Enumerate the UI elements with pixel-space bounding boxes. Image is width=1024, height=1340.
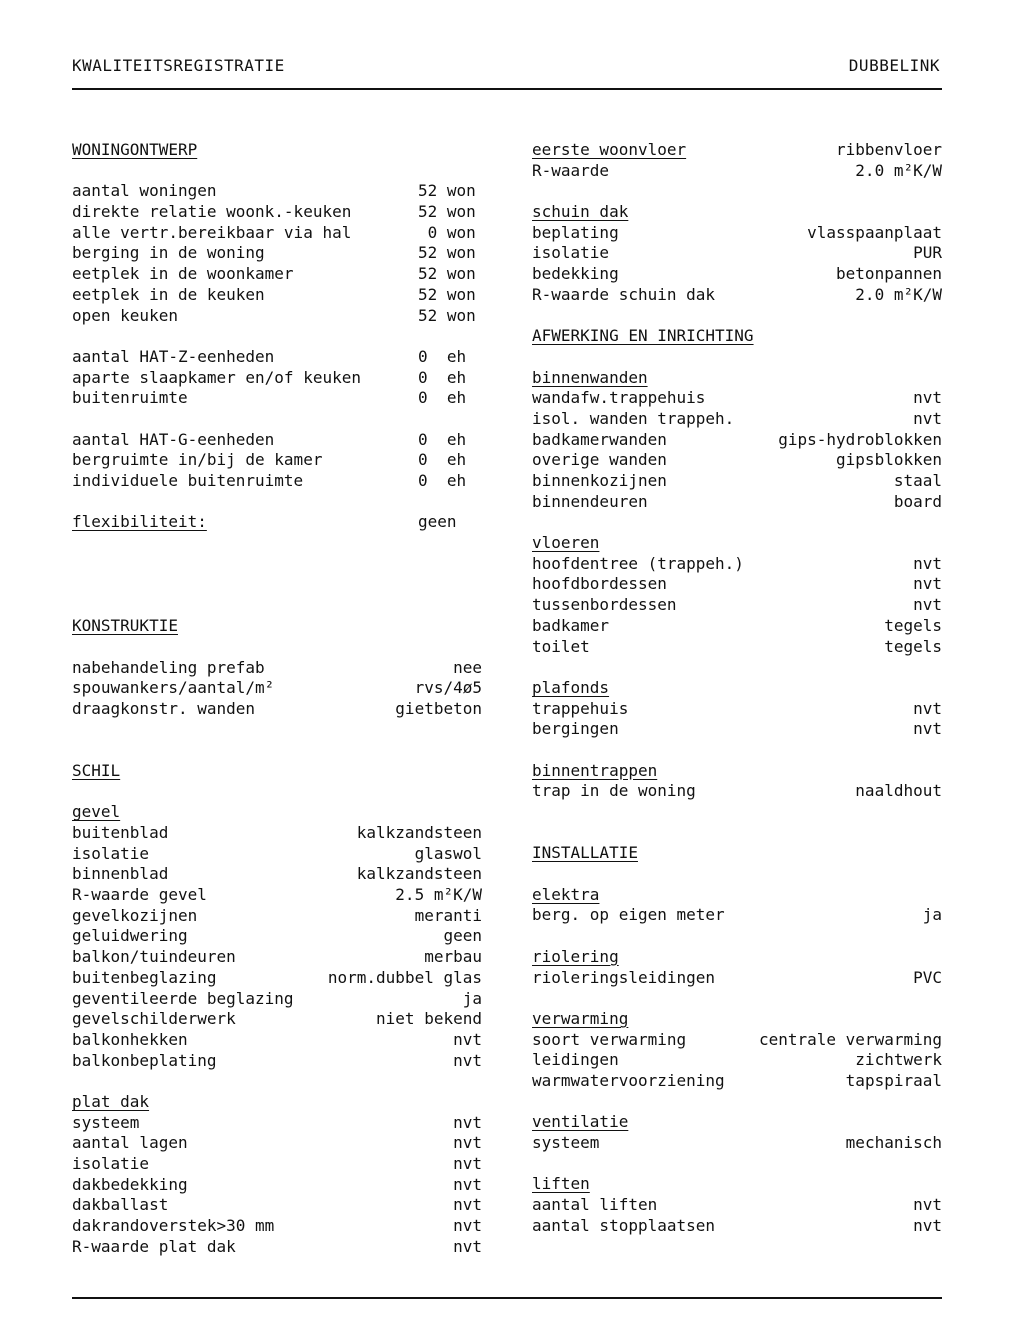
spec-row — [72, 450, 482, 471]
spec-row — [72, 1154, 482, 1175]
spec-label: wandafw.trappehuis — [532, 388, 706, 408]
spec-label: isolatie — [72, 843, 150, 863]
spec-value: nvt — [913, 408, 942, 428]
spec-label: tussenbordessen — [532, 595, 677, 615]
spec-label: spouwankers/aantal/m² — [72, 678, 275, 698]
spec-row — [532, 719, 942, 740]
heading-binnenwanden: binnenwanden — [532, 367, 648, 387]
spec-value: 0 eh — [418, 346, 467, 366]
heading-liften: liften — [532, 1174, 590, 1194]
spec-row — [72, 678, 482, 699]
spec-label: berg. op eigen meter — [532, 905, 725, 925]
spec-row — [532, 409, 942, 430]
heading-plat-dak: plat dak — [72, 1091, 150, 1111]
spec-row — [532, 699, 942, 720]
spec-row — [532, 781, 942, 802]
spec-label: geluidwering — [72, 926, 188, 946]
spec-value: geen — [443, 926, 482, 946]
spec-value: 0 eh — [418, 367, 467, 387]
spec-label: eetplek in de keuken — [72, 284, 265, 304]
spec-label: bedekking — [532, 264, 619, 284]
hat-z-rows — [72, 347, 482, 409]
gevel-rows — [72, 823, 482, 1071]
spec-value: staal — [893, 471, 942, 490]
spec-value: meranti — [414, 905, 482, 925]
heading-woningontwerp: WONINGONTWERP — [72, 140, 198, 159]
spec-value: ja — [462, 988, 482, 1008]
spec-label: aantal HAT-Z-eenheden — [72, 346, 275, 366]
spec-label: R-waarde plat dak — [72, 1236, 236, 1256]
spec-value: 52 won — [418, 284, 476, 304]
spec-label: trap in de woning — [532, 781, 696, 801]
subheading-verwarming — [532, 1009, 942, 1030]
spec-value: rvs/4ø5 — [414, 678, 482, 698]
spec-value: 52 won — [418, 305, 476, 325]
spec-label: berging in de woning — [72, 243, 265, 263]
heading-schil: SCHIL — [72, 760, 121, 780]
plafonds-rows — [532, 699, 942, 740]
spec-value: 0 eh — [418, 471, 467, 490]
spec-row — [72, 926, 482, 947]
subheading-elektra — [532, 885, 942, 906]
spec-row — [532, 1071, 942, 1092]
spec-row — [72, 306, 482, 327]
spec-row — [532, 1050, 942, 1071]
spec-label: bergingen — [532, 719, 619, 739]
heading-binnentrappen: binnentrappen — [532, 760, 658, 780]
heading-vloeren: vloeren — [532, 533, 600, 553]
spec-value: nvt — [453, 1154, 482, 1174]
spec-value: nvt — [913, 595, 942, 615]
spec-row — [532, 1216, 942, 1237]
spec-value: gietbeton — [395, 698, 482, 718]
spec-label: gevelschilderwerk — [72, 1009, 236, 1029]
spec-row — [532, 968, 942, 989]
spec-value: 0 eh — [418, 429, 467, 449]
spec-label: aantal HAT-G-eenheden — [72, 429, 275, 449]
spec-row — [72, 1133, 482, 1154]
spec-value: nvt — [913, 1195, 942, 1215]
woonvloer-rows — [532, 161, 942, 182]
verwarming-rows — [532, 1030, 942, 1092]
spec-label: hoofdbordessen — [532, 574, 667, 594]
spec-value: kalkzandsteen — [356, 864, 482, 884]
spec-row — [72, 202, 482, 223]
heading-afwerking-en-inrichting: AFWERKING EN INRICHTING — [532, 326, 754, 346]
spec-value: nvt — [913, 388, 942, 408]
spec-row — [532, 905, 942, 926]
spec-value: centrale verwarming — [758, 1029, 942, 1049]
spec-value: nvt — [453, 1050, 482, 1070]
spec-row — [72, 471, 482, 492]
spec-label: rioleringsleidingen — [532, 967, 716, 987]
liften-rows — [532, 1195, 942, 1236]
spec-label: open keuken — [72, 305, 178, 325]
spec-label: eetplek in de woonkamer — [72, 264, 294, 284]
spec-value: board — [893, 491, 942, 511]
spec-row — [72, 388, 482, 409]
spec-label: beplating — [532, 222, 619, 242]
spec-row — [72, 243, 482, 264]
spec-label: aantal liften — [532, 1195, 658, 1215]
spec-value: 52 won — [418, 243, 476, 263]
spec-row — [72, 430, 482, 451]
spec-label: buitenbeglazing — [72, 967, 217, 987]
hat-g-rows — [72, 430, 482, 492]
spec-label: aantal lagen — [72, 1133, 188, 1153]
spec-value: merbau — [424, 947, 482, 967]
spec-row — [532, 1030, 942, 1051]
binnenwanden-rows — [532, 388, 942, 512]
spec-value: nvt — [453, 1236, 482, 1256]
spec-row — [532, 554, 942, 575]
heading-konstruktie: KONSTRUKTIE — [72, 616, 178, 636]
spec-label: buitenruimte — [72, 388, 188, 408]
spec-row — [72, 1051, 482, 1072]
spec-row — [72, 823, 482, 844]
spec-label: bergruimte in/bij de kamer — [72, 450, 323, 470]
flexibiliteit-row — [72, 512, 482, 533]
spec-row — [532, 574, 942, 595]
spec-value: tegels — [884, 636, 942, 656]
spec-label: trappehuis — [532, 698, 629, 718]
spec-value: nvt — [453, 1174, 482, 1194]
spec-label: isol. wanden trappeh. — [532, 408, 735, 428]
spec-label: balkon/tuindeuren — [72, 947, 236, 967]
heading-gevel: gevel — [72, 802, 121, 822]
spec-row — [72, 989, 482, 1010]
heading-ventilatie: ventilatie — [532, 1112, 629, 1132]
subheading-binnenwanden — [532, 368, 942, 389]
section-heading-woningontwerp — [72, 140, 482, 161]
subheading-schuin-dak — [532, 202, 942, 223]
spec-row — [72, 264, 482, 285]
spec-row — [532, 1133, 942, 1154]
spec-label: aparte slaapkamer en/of keuken — [72, 367, 361, 387]
heading-elektra: elektra — [532, 884, 600, 904]
spec-label: dakrandoverstek>30 mm — [72, 1216, 275, 1236]
spec-value: 2.5 m²K/W — [395, 885, 482, 905]
woningontwerp-rows — [72, 181, 482, 326]
subheading-vloeren — [532, 533, 942, 554]
spec-row — [532, 1195, 942, 1216]
spec-label: systeem — [532, 1133, 600, 1153]
spec-label: toilet — [532, 636, 590, 656]
top-rule — [72, 88, 942, 90]
header-right-title: DUBBELINK — [848, 56, 940, 75]
spec-value: nvt — [913, 574, 942, 594]
spec-row — [72, 1216, 482, 1237]
spec-row — [532, 285, 942, 306]
heading-schuin-dak: schuin dak — [532, 202, 629, 222]
spec-row — [72, 864, 482, 885]
spec-value: ja — [922, 905, 942, 925]
spec-row — [532, 388, 942, 409]
heading-plafonds: plafonds — [532, 677, 610, 697]
spec-value: nvt — [913, 719, 942, 739]
spec-row — [72, 658, 482, 679]
spec-label: overige wanden — [532, 450, 667, 470]
spec-value: nvt — [453, 1195, 482, 1215]
spec-value: norm.dubbel glas — [327, 967, 482, 987]
spec-row — [72, 181, 482, 202]
spec-value: 2.0 m²K/W — [855, 284, 942, 304]
spec-label: badkamer — [532, 615, 610, 635]
spec-label: binnenblad — [72, 864, 169, 884]
subheading-ventilatie — [532, 1112, 942, 1133]
spec-label: balkonhekken — [72, 1029, 188, 1049]
header-left-title: KWALITEITSREGISTRATIE — [72, 56, 285, 75]
heading-verwarming: verwarming — [532, 1008, 629, 1028]
left-column — [72, 140, 482, 1257]
riolering-rows — [532, 968, 942, 989]
spec-label: dakballast — [72, 1195, 169, 1215]
ventilatie-rows — [532, 1133, 942, 1154]
section-heading-schil — [72, 761, 482, 782]
flexibiliteit-label: flexibiliteit: — [72, 512, 207, 532]
spec-value: 52 won — [418, 202, 476, 222]
spec-value: 0 eh — [418, 450, 467, 470]
spec-row — [72, 347, 482, 368]
section-heading-afwerking — [532, 326, 942, 347]
spec-row — [72, 1237, 482, 1258]
spec-row — [72, 947, 482, 968]
spec-row — [532, 471, 942, 492]
subheading-gevel — [72, 802, 482, 823]
spec-value: naaldhout — [855, 781, 942, 801]
spec-row — [532, 595, 942, 616]
heading-riolering: riolering — [532, 946, 619, 966]
spec-label: R-waarde gevel — [72, 885, 207, 905]
spec-label: direkte relatie woonk.-keuken — [72, 202, 352, 222]
spec-value: gipsblokken — [836, 450, 942, 470]
spec-row — [72, 1009, 482, 1030]
flexibiliteit-value: geen — [418, 512, 457, 532]
spec-label: balkonbeplating — [72, 1050, 217, 1070]
schuin-dak-rows — [532, 223, 942, 306]
right-column — [532, 140, 942, 1236]
spec-row — [72, 1175, 482, 1196]
spec-label: systeem — [72, 1112, 140, 1132]
spec-value: mechanisch — [845, 1133, 942, 1153]
spec-value: zichtwerk — [855, 1050, 942, 1070]
spec-label: leidingen — [532, 1050, 619, 1070]
spec-label: badkamerwanden — [532, 429, 667, 449]
spec-value: 0 won — [418, 222, 476, 242]
konstruktie-rows — [72, 658, 482, 720]
spec-value: nvt — [453, 1133, 482, 1153]
spec-label: isolatie — [72, 1154, 150, 1174]
spec-row — [532, 616, 942, 637]
spec-label: dakbedekking — [72, 1174, 188, 1194]
heading-installatie: INSTALLATIE — [532, 843, 638, 863]
spec-label: alle vertr.bereikbaar via hal — [72, 222, 352, 242]
spec-value: tapspiraal — [845, 1070, 942, 1090]
spec-label: gevelkozijnen — [72, 905, 198, 925]
spec-value: gips-hydroblokken — [778, 429, 942, 449]
spec-value: nvt — [453, 1216, 482, 1236]
woonvloer-type-value: ribbenvloer — [836, 140, 942, 159]
spec-row — [532, 223, 942, 244]
woonvloer-title-row — [532, 140, 942, 161]
spec-value: PUR — [913, 243, 942, 263]
subheading-binnentrappen — [532, 761, 942, 782]
section-heading-installatie — [532, 843, 942, 864]
spec-value: nee — [453, 657, 482, 677]
spec-row — [72, 223, 482, 244]
spec-row — [72, 368, 482, 389]
spec-value: nvt — [913, 1215, 942, 1235]
spec-label: hoofdentree (trappeh.) — [532, 553, 744, 573]
spec-value: nvt — [913, 698, 942, 718]
spec-row — [532, 430, 942, 451]
spec-value: nvt — [453, 1029, 482, 1049]
spec-row — [72, 906, 482, 927]
spec-row — [72, 285, 482, 306]
spec-value: 52 won — [418, 181, 476, 201]
spec-label: buitenblad — [72, 823, 169, 843]
spec-value: vlasspaanplaat — [807, 222, 942, 242]
spec-label: R-waarde — [532, 160, 610, 180]
spec-row — [532, 161, 942, 182]
spec-label: binnendeuren — [532, 491, 648, 511]
spec-row — [72, 844, 482, 865]
spec-value: nvt — [913, 553, 942, 573]
spec-row — [532, 264, 942, 285]
subheading-plat-dak — [72, 1092, 482, 1113]
spec-label: geventileerde beglazing — [72, 988, 294, 1008]
elektra-rows — [532, 905, 942, 926]
spec-row — [72, 1030, 482, 1051]
spec-label: aantal woningen — [72, 181, 217, 201]
spec-value: PVC — [913, 967, 942, 987]
spec-label: isolatie — [532, 243, 610, 263]
subheading-liften — [532, 1174, 942, 1195]
spec-value: 52 won — [418, 264, 476, 284]
spec-label: aantal stopplaatsen — [532, 1215, 716, 1235]
spec-value: kalkzandsteen — [356, 823, 482, 843]
spec-value: nvt — [453, 1112, 482, 1132]
spec-label: R-waarde schuin dak — [532, 284, 716, 304]
subheading-plafonds — [532, 678, 942, 699]
spec-label: draagkonstr. wanden — [72, 698, 256, 718]
section-heading-konstruktie — [72, 616, 482, 637]
spec-value: tegels — [884, 615, 942, 635]
spec-row — [72, 699, 482, 720]
spec-value: glaswol — [414, 843, 482, 863]
spec-label: soort verwarming — [532, 1029, 687, 1049]
spec-label: warmwatervoorziening — [532, 1070, 725, 1090]
spec-value: betonpannen — [836, 264, 942, 284]
spec-label: binnenkozijnen — [532, 471, 667, 490]
vloeren-rows — [532, 554, 942, 657]
plat-dak-rows — [72, 1113, 482, 1258]
bottom-rule — [72, 1297, 942, 1299]
spec-value: 0 eh — [418, 388, 467, 408]
spec-label: nabehandeling prefab — [72, 657, 265, 677]
spec-row — [72, 1113, 482, 1134]
spec-row — [532, 492, 942, 513]
heading-eerste-woonvloer: eerste woonvloer — [532, 140, 687, 159]
subheading-riolering — [532, 947, 942, 968]
spec-value: 2.0 m²K/W — [855, 160, 942, 180]
spec-row — [532, 450, 942, 471]
spec-row — [532, 637, 942, 658]
spec-value: niet bekend — [376, 1009, 482, 1029]
spec-row — [72, 968, 482, 989]
spec-row — [72, 1195, 482, 1216]
spec-row — [532, 243, 942, 264]
spec-label: individuele buitenruimte — [72, 471, 304, 490]
spec-row — [72, 885, 482, 906]
binnentrappen-rows — [532, 781, 942, 802]
